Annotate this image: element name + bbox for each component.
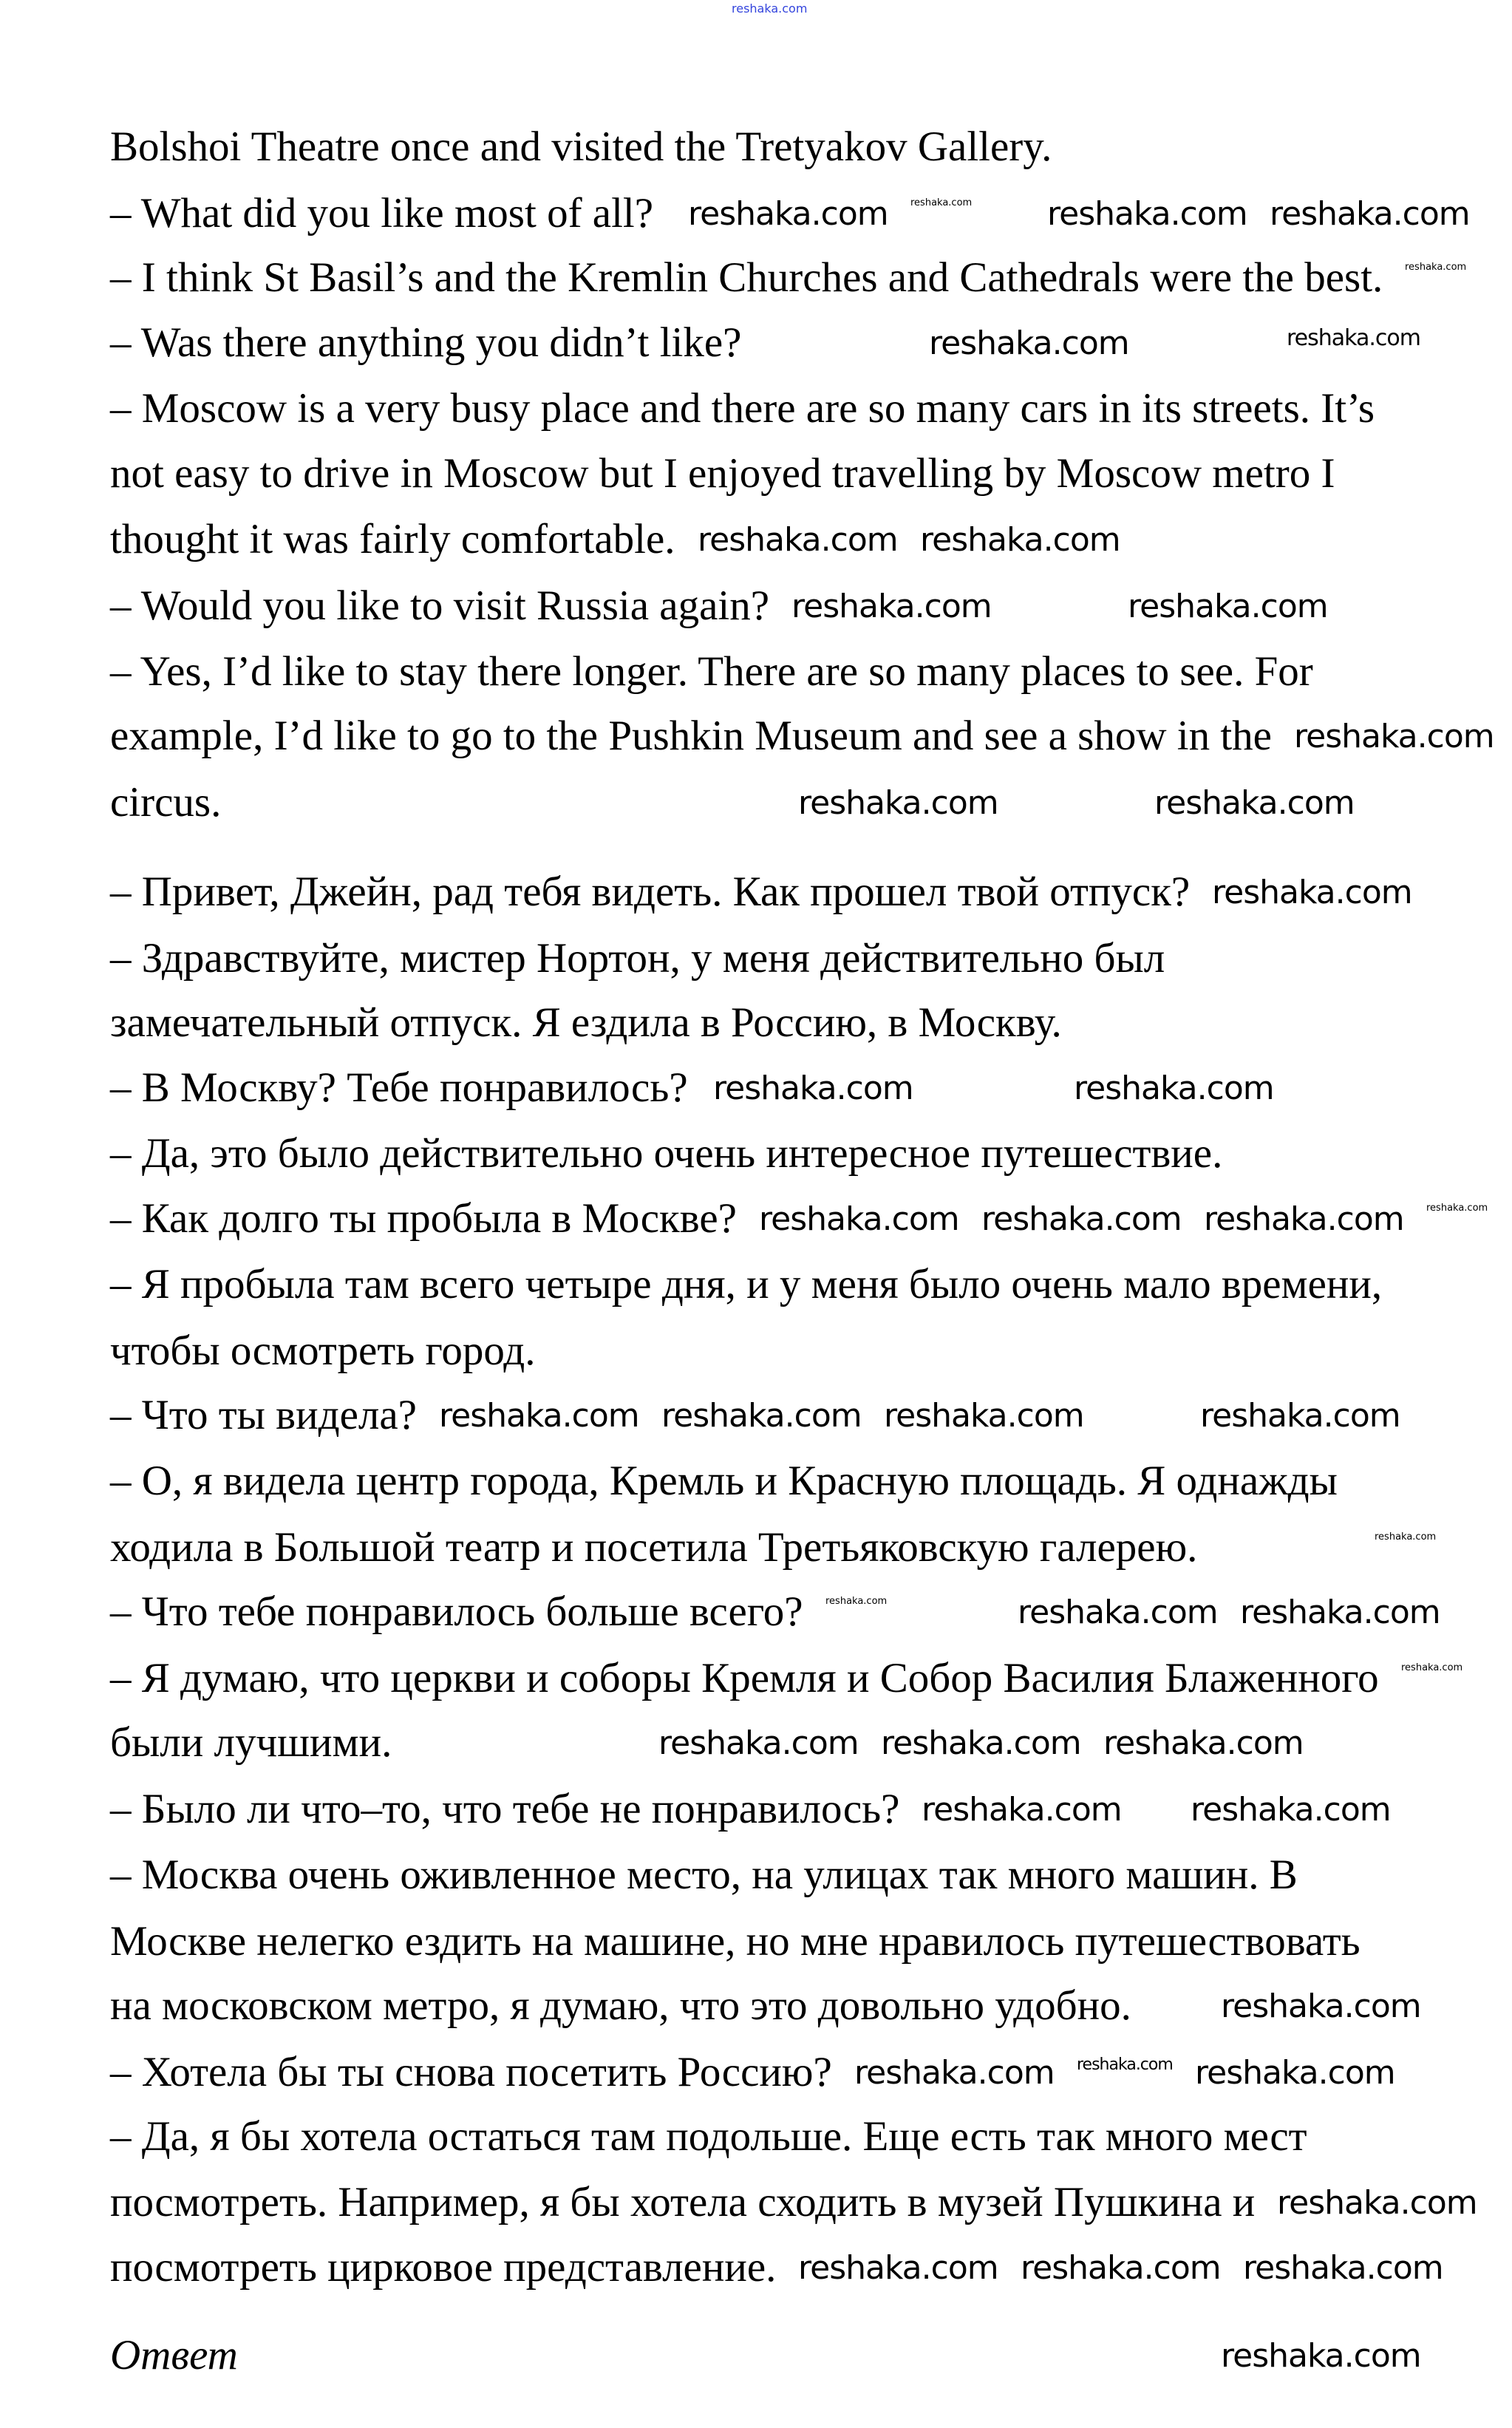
text-line: чтобы осмотреть город. [110,1327,536,1374]
header-watermark: reshaka.com [732,1,808,16]
watermark: reshaka.com [1204,1200,1404,1238]
text-line: – Yes, I’d like to stay there longer. There are so many places to see. For [110,648,1313,695]
text-line: thought it was fairly comfortable. [110,516,675,562]
watermark: reshaka.com [1021,2249,1221,2287]
watermark: reshaka.com [1128,588,1328,625]
watermark: reshaka.com [1401,1662,1463,1673]
watermark: reshaka.com [1195,2054,1395,2092]
watermark: reshaka.com [1074,1070,1274,1107]
text-line: были лучшими. [110,1719,392,1766]
watermark: reshaka.com [798,2249,998,2287]
watermark: reshaka.com [798,784,998,822]
text-line: – Я пробыла там всего четыре дня, и у меня было очень мало времени, [110,1261,1383,1307]
text-line: Bolshoi Theatre once and visited the Tretyakov Gallery. [110,123,1052,170]
text-line: – Что ты видела? [110,1392,417,1438]
watermark: reshaka.com [1240,1594,1440,1631]
watermark: reshaka.com [1405,262,1467,273]
answer-label: Ответ [110,2332,238,2378]
watermark: reshaka.com [1294,718,1494,755]
text-line: Москве нелегко ездить на машине, но мне нравилось путешествовать [110,1918,1361,1965]
watermark: reshaka.com [698,521,898,559]
text-line: – Здравствуйте, мистер Нортон, у меня действительно был [110,935,1165,982]
text-line: – В Москву? Тебе понравилось? [110,1064,688,1111]
text-line: – О, я видела центр города, Кремль и Красную площадь. Я однажды [110,1458,1338,1504]
text-line: – Would you like to visit Russia again? [110,582,770,629]
watermark: reshaka.com [1277,2184,1477,2222]
watermark: reshaka.com [1243,2249,1443,2287]
watermark: reshaka.com [1077,2055,1173,2074]
watermark: reshaka.com [1047,195,1247,233]
watermark: reshaka.com [1426,1203,1488,1214]
text-line: – I think St Basil’s and the Kremlin Churches and Cathedrals were the best. [110,254,1383,301]
text-line: – Да, я бы хотела остаться там подольше. Еще есть так много мест [110,2113,1307,2160]
text-line: – Да, это было действительно очень интересное путешествие. [110,1130,1223,1177]
watermark: reshaka.com [661,1397,862,1435]
watermark: reshaka.com [1375,1531,1437,1543]
watermark: reshaka.com [1212,874,1412,911]
text-line: – Москва очень оживленное место, на улицах так много машин. В [110,1851,1298,1898]
watermark: reshaka.com [884,1397,1084,1435]
watermark: reshaka.com [929,324,1129,362]
text-line: – Moscow is a very busy place and there are so many cars in its streets. It’s [110,385,1375,432]
text-line: – Хотела бы ты снова посетить Россию? [110,2049,832,2095]
watermark: reshaka.com [920,521,1120,559]
text-line: на московском метро, я думаю, что это довольно удобно. [110,1982,1131,2029]
watermark: reshaka.com [439,1397,639,1435]
text-line: – Как долго ты пробыла в Москве? [110,1195,737,1242]
text-line: – What did you like most of all? [110,190,654,237]
watermark: reshaka.com [658,1724,859,1762]
text-line: посмотреть. Например, я бы хотела сходить в музей Пушкина и [110,2179,1256,2225]
text-line: – Что тебе понравилось больше всего? [110,1588,803,1635]
watermark: reshaka.com [881,1724,1081,1762]
text-line: not easy to drive in Moscow but I enjoyed travelling by Moscow metro I [110,450,1335,497]
watermark: reshaka.com [1270,195,1470,233]
watermark: reshaka.com [854,2054,1055,2092]
text-line: – Было ли что–то, что тебе не понравилось? [110,1786,900,1832]
watermark: reshaka.com [759,1200,959,1238]
text-line: посмотреть цирковое представление. [110,2244,777,2291]
watermark: reshaka.com [1191,1791,1391,1829]
watermark: reshaka.com [910,197,973,208]
watermark: reshaka.com [713,1070,913,1107]
watermark: reshaka.com [981,1200,1182,1238]
text-line: example, I’d like to go to the Pushkin Museum and see a show in the [110,713,1272,759]
watermark: reshaka.com [1221,1987,1421,2025]
text-line: – Я думаю, что церкви и соборы Кремля и Собор Василия Блаженного [110,1655,1379,1701]
watermark: reshaka.com [1018,1594,1218,1631]
text-line: – Привет, Джейн, рад тебя видеть. Как прошел твой отпуск? [110,868,1191,915]
text-line: circus. [110,779,222,826]
text-line: замечательный отпуск. Я ездила в Россию, в Москву. [110,999,1062,1046]
watermark: reshaka.com [1154,784,1355,822]
watermark: reshaka.com [1200,1397,1400,1435]
watermark: reshaka.com [1103,1724,1304,1762]
watermark: reshaka.com [688,195,888,233]
watermark: reshaka.com [791,588,992,625]
text-line: – Was there anything you didn’t like? [110,319,742,366]
watermark: reshaka.com [825,1596,888,1607]
watermark: reshaka.com [922,1791,1122,1829]
watermark: reshaka.com [1287,325,1420,351]
watermark: reshaka.com [1221,2337,1421,2375]
text-line: ходила в Большой театр и посетила Третьяковскую галерею. [110,1524,1198,1571]
